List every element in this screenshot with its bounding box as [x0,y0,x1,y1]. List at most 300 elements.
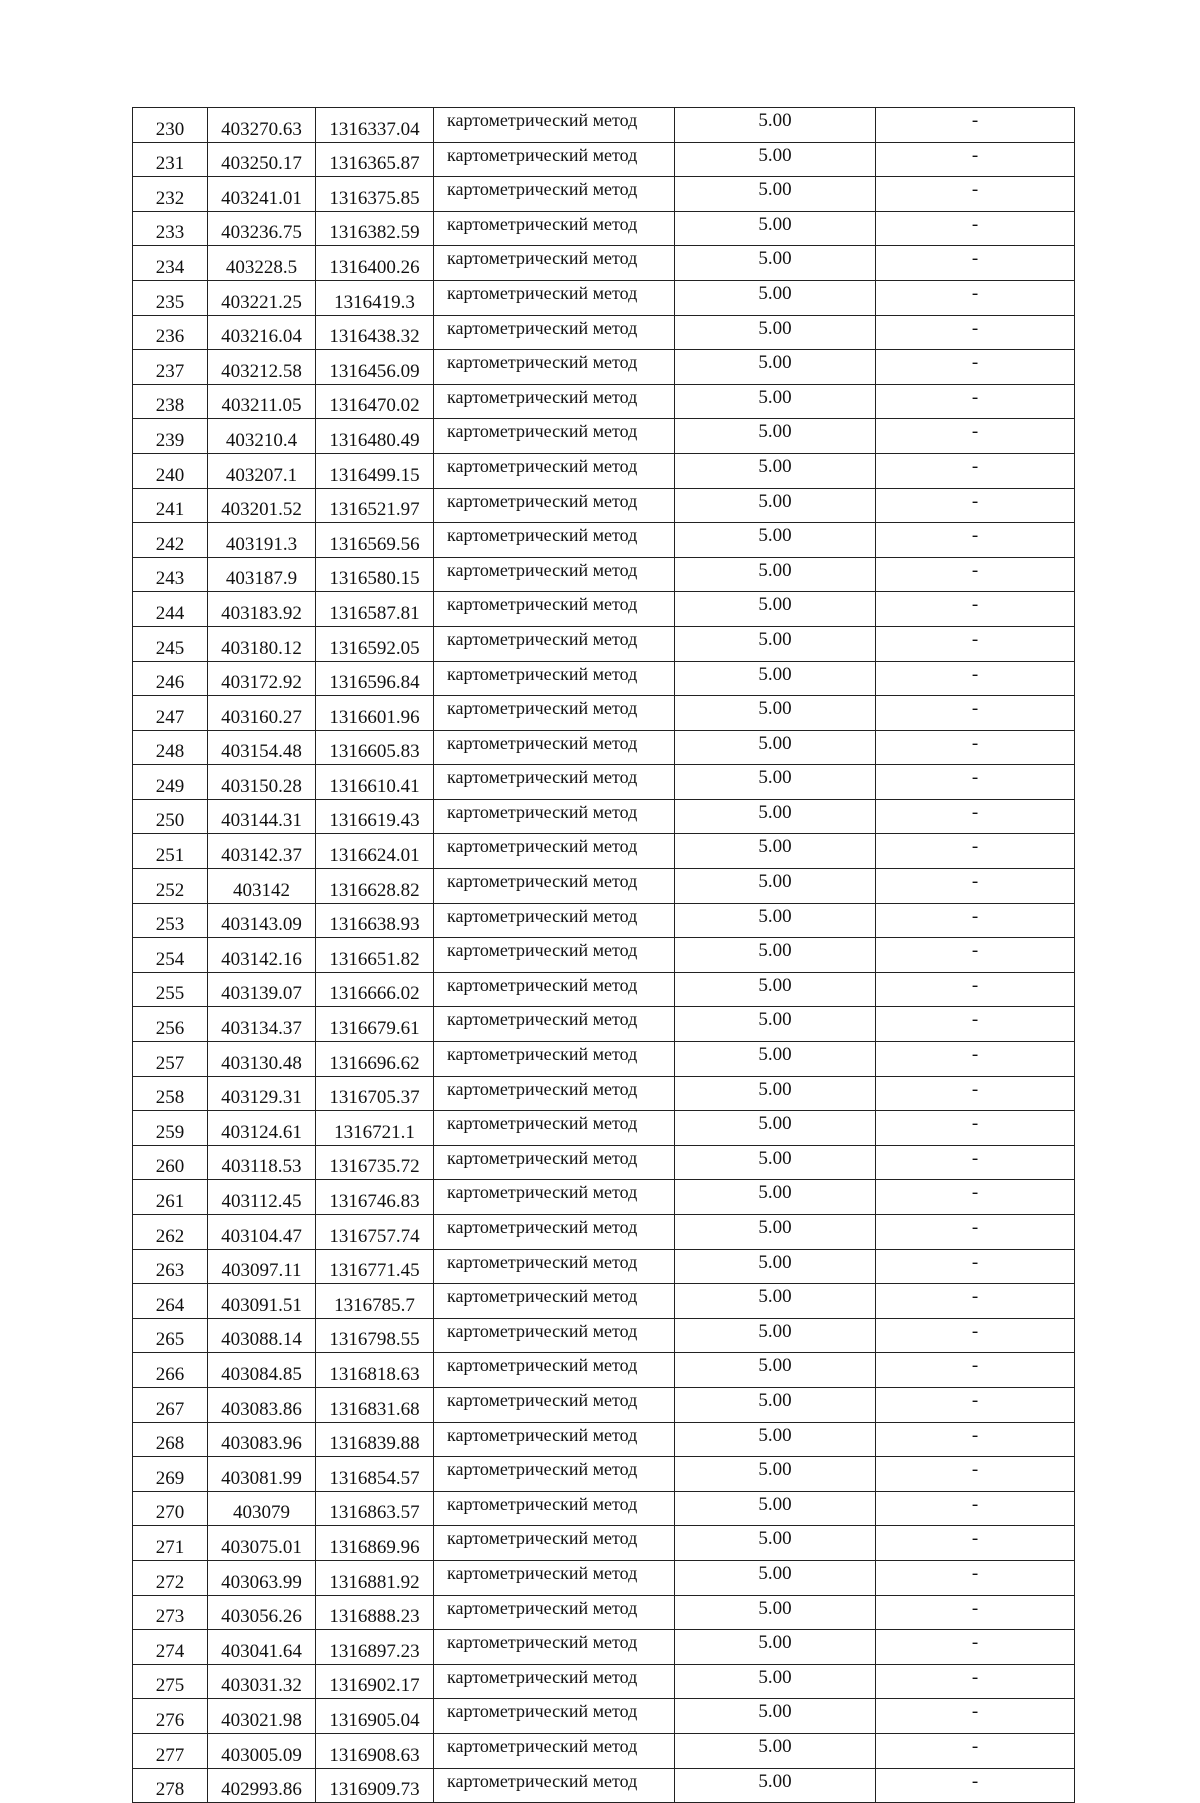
description-cell: - [876,1076,1075,1111]
x-coordinate-cell: 403139.07 [208,972,316,1007]
x-coordinate-cell: 403021.98 [208,1699,316,1734]
table-row [133,1664,1075,1699]
y-coordinate-cell: 1316569.56 [316,523,434,558]
x-coordinate-cell: 403112.45 [208,1180,316,1215]
method-cell: картометрический метод [434,1422,675,1457]
method-cell: картометрический метод [434,1215,675,1250]
y-coordinate-cell: 1316651.82 [316,938,434,973]
y-coordinate-cell: 1316400.26 [316,246,434,281]
y-coordinate-cell: 1316580.15 [316,557,434,592]
x-coordinate-cell: 403083.96 [208,1422,316,1457]
description-cell: - [876,1215,1075,1250]
accuracy-cell: 5.00 [675,246,876,281]
point-number-cell: 251 [133,834,208,869]
accuracy-cell: 5.00 [675,972,876,1007]
method-cell: картометрический метод [434,592,675,627]
x-coordinate-cell: 403088.14 [208,1318,316,1353]
x-coordinate-cell: 403183.92 [208,592,316,627]
accuracy-cell: 5.00 [675,938,876,973]
description-cell: - [876,1595,1075,1630]
x-coordinate-cell: 403250.17 [208,142,316,177]
point-number-cell: 271 [133,1526,208,1561]
y-coordinate-cell: 1316785.7 [316,1284,434,1319]
point-number-cell: 275 [133,1664,208,1699]
description-cell: - [876,523,1075,558]
y-coordinate-cell: 1316596.84 [316,661,434,696]
method-cell: картометрический метод [434,488,675,523]
table-row [133,1422,1075,1457]
y-coordinate-cell: 1316382.59 [316,211,434,246]
accuracy-cell: 5.00 [675,626,876,661]
accuracy-cell: 5.00 [675,177,876,212]
method-cell: картометрический метод [434,1318,675,1353]
point-number-cell: 247 [133,696,208,731]
method-cell: картометрический метод [434,315,675,350]
accuracy-cell: 5.00 [675,696,876,731]
method-cell: картометрический метод [434,1664,675,1699]
point-number-cell: 236 [133,315,208,350]
point-number-cell: 267 [133,1387,208,1422]
description-cell: - [876,1180,1075,1215]
method-cell: картометрический метод [434,903,675,938]
accuracy-cell: 5.00 [675,1595,876,1630]
accuracy-cell: 5.00 [675,1630,876,1665]
table-row [133,350,1075,385]
x-coordinate-cell: 403142.16 [208,938,316,973]
y-coordinate-cell: 1316854.57 [316,1457,434,1492]
point-number-cell: 256 [133,1007,208,1042]
method-cell: картометрический метод [434,211,675,246]
point-number-cell: 231 [133,142,208,177]
method-cell: картометрический метод [434,1768,675,1803]
y-coordinate-cell: 1316869.96 [316,1526,434,1561]
table-row [133,211,1075,246]
method-cell: картометрический метод [434,142,675,177]
y-coordinate-cell: 1316375.85 [316,177,434,212]
description-cell: - [876,488,1075,523]
point-number-cell: 272 [133,1560,208,1595]
point-number-cell: 245 [133,626,208,661]
y-coordinate-cell: 1316735.72 [316,1145,434,1180]
method-cell: картометрический метод [434,1560,675,1595]
accuracy-cell: 5.00 [675,903,876,938]
point-number-cell: 265 [133,1318,208,1353]
x-coordinate-cell: 402993.86 [208,1768,316,1803]
x-coordinate-cell: 403091.51 [208,1284,316,1319]
accuracy-cell: 5.00 [675,280,876,315]
description-cell: - [876,1422,1075,1457]
table-row [133,592,1075,627]
description-cell: - [876,280,1075,315]
y-coordinate-cell: 1316365.87 [316,142,434,177]
method-cell: картометрический метод [434,1733,675,1768]
y-coordinate-cell: 1316337.04 [316,108,434,143]
x-coordinate-cell: 403187.9 [208,557,316,592]
point-number-cell: 253 [133,903,208,938]
y-coordinate-cell: 1316666.02 [316,972,434,1007]
method-cell: картометрический метод [434,834,675,869]
y-coordinate-cell: 1316499.15 [316,453,434,488]
x-coordinate-cell: 403005.09 [208,1733,316,1768]
accuracy-cell: 5.00 [675,1699,876,1734]
table-row [133,1042,1075,1077]
accuracy-cell: 5.00 [675,592,876,627]
accuracy-cell: 5.00 [675,730,876,765]
table-row [133,903,1075,938]
point-number-cell: 260 [133,1145,208,1180]
point-number-cell: 257 [133,1042,208,1077]
description-cell: - [876,1387,1075,1422]
x-coordinate-cell: 403144.31 [208,799,316,834]
y-coordinate-cell: 1316771.45 [316,1249,434,1284]
table-row [133,730,1075,765]
accuracy-cell: 5.00 [675,1111,876,1146]
y-coordinate-cell: 1316521.97 [316,488,434,523]
accuracy-cell: 5.00 [675,1215,876,1250]
accuracy-cell: 5.00 [675,1042,876,1077]
y-coordinate-cell: 1316679.61 [316,1007,434,1042]
x-coordinate-cell: 403081.99 [208,1457,316,1492]
description-cell: - [876,1145,1075,1180]
y-coordinate-cell: 1316470.02 [316,384,434,419]
point-number-cell: 269 [133,1457,208,1492]
point-number-cell: 273 [133,1595,208,1630]
method-cell: картометрический метод [434,1526,675,1561]
point-number-cell: 246 [133,661,208,696]
x-coordinate-cell: 403031.32 [208,1664,316,1699]
accuracy-cell: 5.00 [675,1249,876,1284]
description-cell: - [876,834,1075,869]
point-number-cell: 254 [133,938,208,973]
description-cell: - [876,972,1075,1007]
y-coordinate-cell: 1316480.49 [316,419,434,454]
accuracy-cell: 5.00 [675,765,876,800]
x-coordinate-cell: 403079 [208,1491,316,1526]
method-cell: картометрический метод [434,799,675,834]
point-number-cell: 249 [133,765,208,800]
x-coordinate-cell: 403124.61 [208,1111,316,1146]
table-row [133,1526,1075,1561]
x-coordinate-cell: 403104.47 [208,1215,316,1250]
method-cell: картометрический метод [434,384,675,419]
point-number-cell: 278 [133,1768,208,1803]
accuracy-cell: 5.00 [675,1284,876,1319]
accuracy-cell: 5.00 [675,869,876,904]
method-cell: картометрический метод [434,1249,675,1284]
table-row [133,108,1075,143]
table-row [133,488,1075,523]
point-number-cell: 252 [133,869,208,904]
y-coordinate-cell: 1316438.32 [316,315,434,350]
point-number-cell: 239 [133,419,208,454]
method-cell: картометрический метод [434,661,675,696]
description-cell: - [876,419,1075,454]
coordinates-table [132,107,1075,1803]
point-number-cell: 263 [133,1249,208,1284]
table-row [133,661,1075,696]
table-row [133,142,1075,177]
point-number-cell: 248 [133,730,208,765]
table-row [133,557,1075,592]
method-cell: картометрический метод [434,730,675,765]
point-number-cell: 261 [133,1180,208,1215]
description-cell: - [876,1560,1075,1595]
x-coordinate-cell: 403228.5 [208,246,316,281]
table-row [133,765,1075,800]
y-coordinate-cell: 1316905.04 [316,1699,434,1734]
description-cell: - [876,1042,1075,1077]
y-coordinate-cell: 1316638.93 [316,903,434,938]
point-number-cell: 233 [133,211,208,246]
point-number-cell: 277 [133,1733,208,1768]
description-cell: - [876,142,1075,177]
y-coordinate-cell: 1316897.23 [316,1630,434,1665]
table-row [133,1076,1075,1111]
table-row [133,1560,1075,1595]
description-cell: - [876,1699,1075,1734]
accuracy-cell: 5.00 [675,453,876,488]
y-coordinate-cell: 1316839.88 [316,1422,434,1457]
method-cell: картометрический метод [434,1630,675,1665]
method-cell: картометрический метод [434,1457,675,1492]
y-coordinate-cell: 1316902.17 [316,1664,434,1699]
table-row [133,1318,1075,1353]
x-coordinate-cell: 403236.75 [208,211,316,246]
y-coordinate-cell: 1316456.09 [316,350,434,385]
x-coordinate-cell: 403172.92 [208,661,316,696]
accuracy-cell: 5.00 [675,557,876,592]
y-coordinate-cell: 1316624.01 [316,834,434,869]
x-coordinate-cell: 403216.04 [208,315,316,350]
accuracy-cell: 5.00 [675,661,876,696]
table-row [133,972,1075,1007]
x-coordinate-cell: 403056.26 [208,1595,316,1630]
y-coordinate-cell: 1316798.55 [316,1318,434,1353]
y-coordinate-cell: 1316587.81 [316,592,434,627]
point-number-cell: 262 [133,1215,208,1250]
method-cell: картометрический метод [434,108,675,143]
point-number-cell: 266 [133,1353,208,1388]
table-row [133,523,1075,558]
method-cell: картометрический метод [434,419,675,454]
description-cell: - [876,1007,1075,1042]
description-cell: - [876,350,1075,385]
x-coordinate-cell: 403221.25 [208,280,316,315]
description-cell: - [876,869,1075,904]
table-row [133,1457,1075,1492]
method-cell: картометрический метод [434,350,675,385]
table-row [133,419,1075,454]
table-row [133,1699,1075,1734]
description-cell: - [876,592,1075,627]
accuracy-cell: 5.00 [675,1560,876,1595]
table-row [133,384,1075,419]
accuracy-cell: 5.00 [675,1353,876,1388]
description-cell: - [876,799,1075,834]
method-cell: картометрический метод [434,177,675,212]
point-number-cell: 234 [133,246,208,281]
point-number-cell: 270 [133,1491,208,1526]
y-coordinate-cell: 1316705.37 [316,1076,434,1111]
x-coordinate-cell: 403180.12 [208,626,316,661]
point-number-cell: 242 [133,523,208,558]
y-coordinate-cell: 1316610.41 [316,765,434,800]
table-row [133,1215,1075,1250]
y-coordinate-cell: 1316888.23 [316,1595,434,1630]
description-cell: - [876,1353,1075,1388]
description-cell: - [876,108,1075,143]
table-row [133,938,1075,973]
table-row [133,626,1075,661]
accuracy-cell: 5.00 [675,1491,876,1526]
description-cell: - [876,1284,1075,1319]
table-row [133,1768,1075,1803]
table-row [133,315,1075,350]
description-cell: - [876,315,1075,350]
description-cell: - [876,1768,1075,1803]
description-cell: - [876,384,1075,419]
method-cell: картометрический метод [434,523,675,558]
y-coordinate-cell: 1316721.1 [316,1111,434,1146]
method-cell: картометрический метод [434,1491,675,1526]
method-cell: картометрический метод [434,626,675,661]
accuracy-cell: 5.00 [675,488,876,523]
description-cell: - [876,1249,1075,1284]
table-row [133,177,1075,212]
y-coordinate-cell: 1316909.73 [316,1768,434,1803]
accuracy-cell: 5.00 [675,1007,876,1042]
method-cell: картометрический метод [434,1699,675,1734]
accuracy-cell: 5.00 [675,1457,876,1492]
accuracy-cell: 5.00 [675,1145,876,1180]
table-row [133,1180,1075,1215]
point-number-cell: 243 [133,557,208,592]
x-coordinate-cell: 403097.11 [208,1249,316,1284]
y-coordinate-cell: 1316619.43 [316,799,434,834]
description-cell: - [876,1491,1075,1526]
x-coordinate-cell: 403142 [208,869,316,904]
description-cell: - [876,1733,1075,1768]
table-row [133,1007,1075,1042]
accuracy-cell: 5.00 [675,384,876,419]
point-number-cell: 276 [133,1699,208,1734]
coordinates-table-body [133,108,1075,1803]
description-cell: - [876,1526,1075,1561]
point-number-cell: 274 [133,1630,208,1665]
description-cell: - [876,696,1075,731]
accuracy-cell: 5.00 [675,1768,876,1803]
y-coordinate-cell: 1316818.63 [316,1353,434,1388]
x-coordinate-cell: 403210.4 [208,419,316,454]
accuracy-cell: 5.00 [675,1733,876,1768]
accuracy-cell: 5.00 [675,1180,876,1215]
point-number-cell: 237 [133,350,208,385]
x-coordinate-cell: 403084.85 [208,1353,316,1388]
table-row [133,799,1075,834]
accuracy-cell: 5.00 [675,1422,876,1457]
accuracy-cell: 5.00 [675,1526,876,1561]
x-coordinate-cell: 403270.63 [208,108,316,143]
y-coordinate-cell: 1316419.3 [316,280,434,315]
description-cell: - [876,1664,1075,1699]
y-coordinate-cell: 1316696.62 [316,1042,434,1077]
description-cell: - [876,246,1075,281]
method-cell: картометрический метод [434,1145,675,1180]
accuracy-cell: 5.00 [675,142,876,177]
point-number-cell: 259 [133,1111,208,1146]
x-coordinate-cell: 403211.05 [208,384,316,419]
y-coordinate-cell: 1316605.83 [316,730,434,765]
accuracy-cell: 5.00 [675,419,876,454]
accuracy-cell: 5.00 [675,315,876,350]
x-coordinate-cell: 403150.28 [208,765,316,800]
table-row [133,1249,1075,1284]
accuracy-cell: 5.00 [675,523,876,558]
method-cell: картометрический метод [434,1353,675,1388]
table-row [133,869,1075,904]
method-cell: картометрический метод [434,1076,675,1111]
y-coordinate-cell: 1316601.96 [316,696,434,731]
x-coordinate-cell: 403160.27 [208,696,316,731]
method-cell: картометрический метод [434,1042,675,1077]
method-cell: картометрический метод [434,1111,675,1146]
accuracy-cell: 5.00 [675,834,876,869]
accuracy-cell: 5.00 [675,1076,876,1111]
y-coordinate-cell: 1316628.82 [316,869,434,904]
point-number-cell: 258 [133,1076,208,1111]
x-coordinate-cell: 403154.48 [208,730,316,765]
table-row [133,1387,1075,1422]
method-cell: картометрический метод [434,696,675,731]
table-row [133,1353,1075,1388]
table-row [133,696,1075,731]
y-coordinate-cell: 1316831.68 [316,1387,434,1422]
method-cell: картометрический метод [434,453,675,488]
y-coordinate-cell: 1316757.74 [316,1215,434,1250]
table-row [133,1595,1075,1630]
x-coordinate-cell: 403134.37 [208,1007,316,1042]
method-cell: картометрический метод [434,280,675,315]
x-coordinate-cell: 403241.01 [208,177,316,212]
accuracy-cell: 5.00 [675,1318,876,1353]
y-coordinate-cell: 1316863.57 [316,1491,434,1526]
table-row [133,1111,1075,1146]
method-cell: картометрический метод [434,972,675,1007]
method-cell: картометрический метод [434,1595,675,1630]
x-coordinate-cell: 403063.99 [208,1560,316,1595]
method-cell: картометрический метод [434,1180,675,1215]
point-number-cell: 238 [133,384,208,419]
x-coordinate-cell: 403142.37 [208,834,316,869]
accuracy-cell: 5.00 [675,350,876,385]
x-coordinate-cell: 403191.3 [208,523,316,558]
x-coordinate-cell: 403201.52 [208,488,316,523]
description-cell: - [876,765,1075,800]
description-cell: - [876,177,1075,212]
description-cell: - [876,730,1075,765]
table-row [133,1145,1075,1180]
method-cell: картометрический метод [434,869,675,904]
x-coordinate-cell: 403130.48 [208,1042,316,1077]
x-coordinate-cell: 403075.01 [208,1526,316,1561]
description-cell: - [876,626,1075,661]
table-row [133,280,1075,315]
accuracy-cell: 5.00 [675,211,876,246]
x-coordinate-cell: 403118.53 [208,1145,316,1180]
x-coordinate-cell: 403143.09 [208,903,316,938]
table-row [133,246,1075,281]
y-coordinate-cell: 1316592.05 [316,626,434,661]
